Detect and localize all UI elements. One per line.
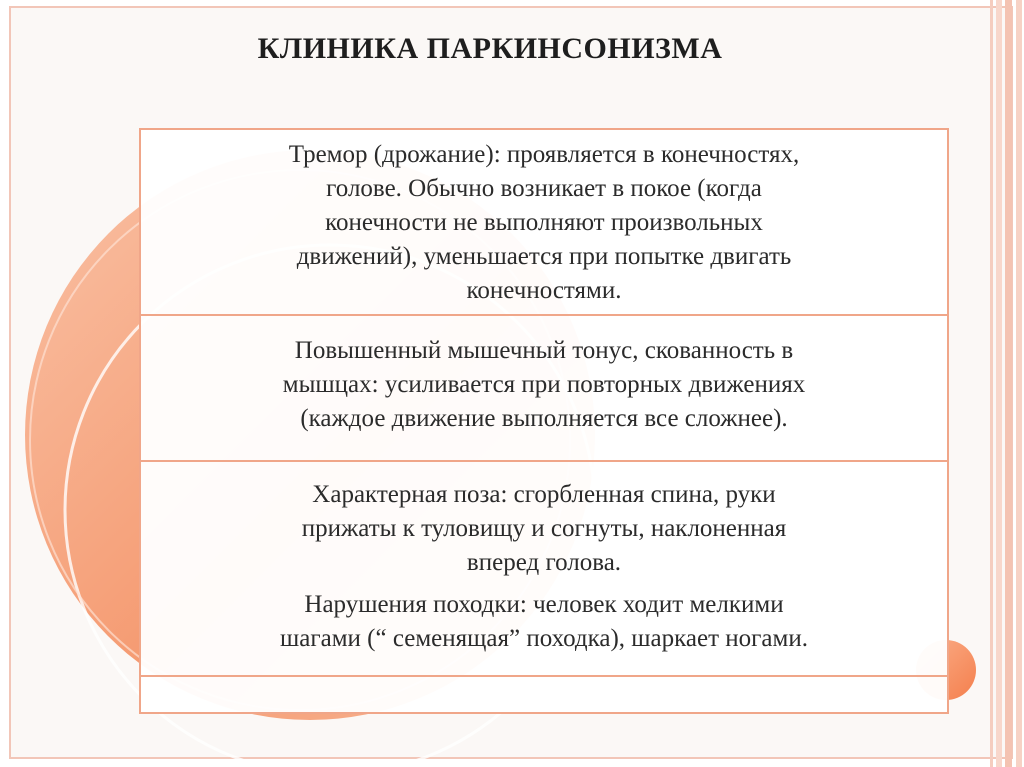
table-row — [141, 130, 947, 316]
row-text: Характерная поза: сгорбленная спина, руки прижаты к туловищу и согнуты, наклоненная вперед голова. — [301, 481, 787, 576]
table-row — [141, 316, 947, 462]
row-text: Нарушения походки: человек ходит мелкими шагами (“ семенящая” походка), шаркает ногами. — [280, 591, 808, 652]
slide-title: КЛИНИКА ПАРКИНСОНИЗМА — [257, 32, 723, 65]
table-row — [141, 462, 947, 677]
table-row-empty — [141, 677, 947, 714]
row-text: Тремор (дрожание): проявляется в конечностях, голове. Обычно возникает в покое (когда конечности не выполняют произвольных движений), уменьшается при попытке двигать конечностями. — [288, 141, 800, 304]
content-table — [139, 128, 949, 714]
row-text: Повышенный мышечный тонус, скованность в мышцах: усиливается при повторных движениях (каждое движение выполняется все сложнее). — [282, 337, 806, 432]
